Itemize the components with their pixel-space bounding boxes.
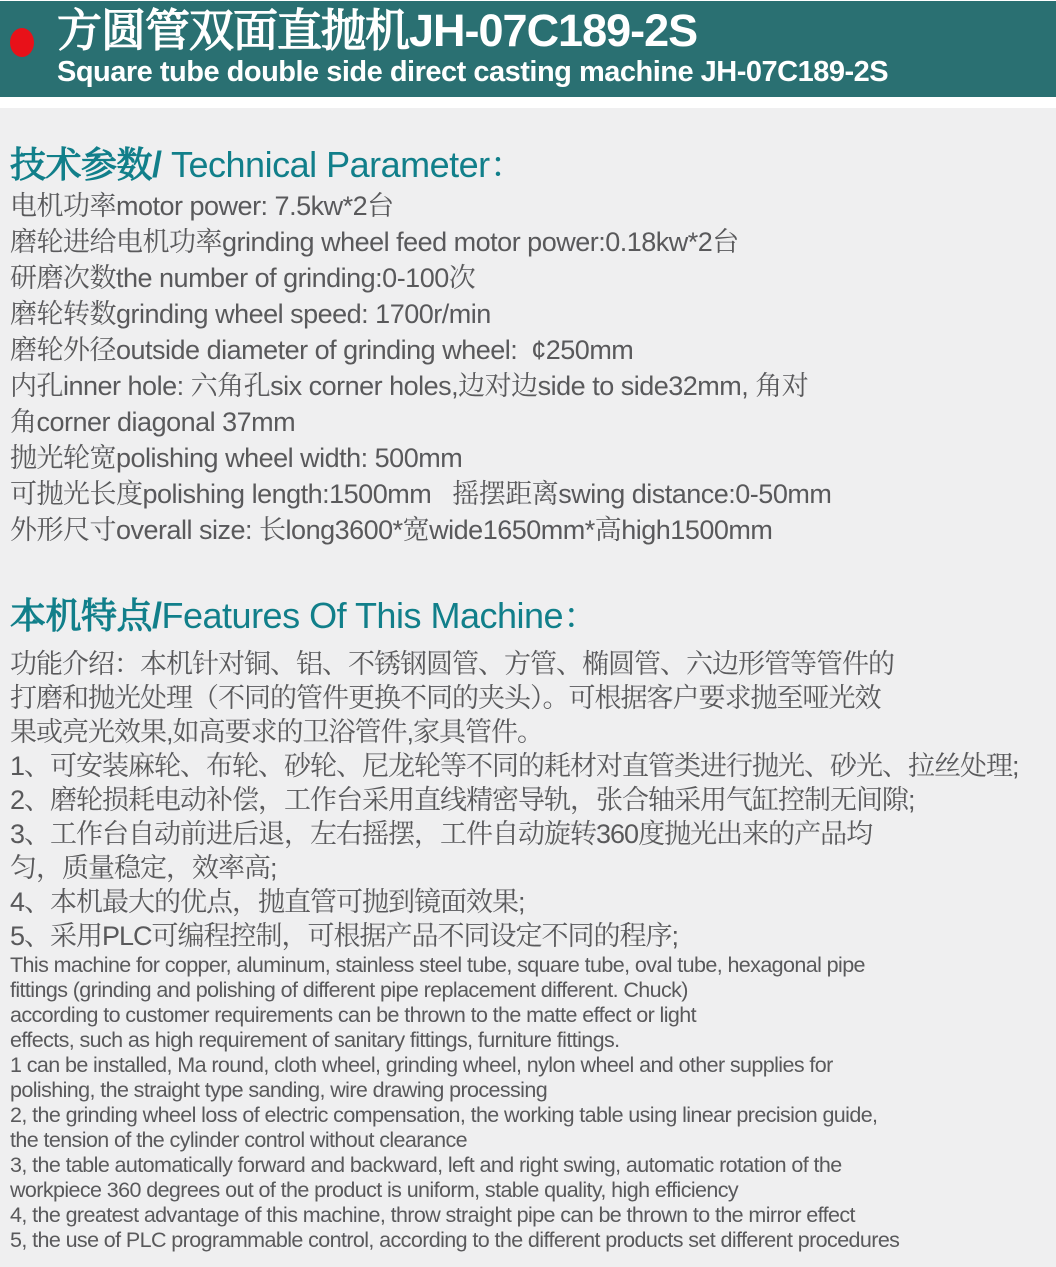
tech-param-line: 磨轮转数grinding wheel speed: 1700r/min (10, 299, 491, 329)
tech-param-line: 磨轮外径outside diameter of grinding wheel: ¢250mm (10, 335, 634, 365)
tech-params-heading-en: Technical Parameter： (161, 144, 526, 185)
feature-line-cn: 打磨和抛光处理（不同的管件更换不同的夹头）。可根据客户要求抛至哑光效 (10, 683, 881, 713)
feature-line-en: polishing, the straight type sanding, wire drawing processing (10, 1078, 548, 1102)
red-bullet-icon (10, 28, 34, 57)
features-en-list (10, 953, 1046, 1253)
feature-line-cn: 4、本机最大的优点，抛直管可抛到镜面效果; (10, 887, 525, 917)
feature-line-cn: 1、可安装麻轮、布轮、砂轮、尼龙轮等不同的耗材对直管类进行抛光、砂光、拉丝处理; (10, 751, 1019, 781)
tech-params-heading (10, 142, 1046, 188)
tech-param-line: 内孔inner hole: 六角孔six corner holes,边对边side to side32mm, 角对 (10, 371, 809, 401)
product-title-en: Square tube double side direct casting machine JH-07C189-2S (57, 56, 889, 88)
product-header (0, 1, 1056, 97)
features-heading-cn: 本机特点/ (10, 595, 162, 636)
feature-line-cn: 果或亮光效果,如高要求的卫浴管件,家具管件。 (10, 717, 544, 747)
feature-line-cn: 5、采用PLC可编程控制，可根据产品不同设定不同的程序; (10, 921, 679, 951)
tech-param-line: 抛光轮宽polishing wheel width: 500mm (10, 443, 463, 473)
tech-param-line: 磨轮进给电机功率grinding wheel feed motor power:0.18kw*2台 (10, 227, 739, 257)
feature-line-en: 2, the grinding wheel loss of electric compensation, the working table using linear precision guide, (10, 1103, 878, 1127)
header-titles (57, 1, 888, 89)
tech-param-line: 可抛光长度polishing length:1500mm 摇摆距离swing distance:0-50mm (10, 479, 832, 509)
feature-line-cn: 2、磨轮损耗电动补偿，工作台采用直线精密导轨，张合轴采用气缸控制无间隙; (10, 785, 915, 815)
feature-line-en: 4, the greatest advantage of this machine, throw straight pipe can be thrown to the mirror effect (10, 1203, 855, 1227)
tech-param-line: 角corner diagonal 37mm (10, 407, 296, 437)
feature-line-en: 5, the use of PLC programmable control, according to the different products set different procedures (10, 1228, 900, 1252)
tech-param-line: 研磨次数the number of grinding:0-100次 (10, 263, 476, 293)
feature-line-en: effects, such as high requirement of sanitary fittings, furniture fittings. (10, 1028, 620, 1052)
tech-params-heading-cn: 技术参数/ (10, 144, 162, 185)
feature-line-cn: 3、工作台自动前进后退，左右摇摆，工件自动旋转360度抛光出来的产品均 (10, 819, 873, 849)
features-heading (10, 593, 1046, 639)
feature-line-en: according to customer requirements can be thrown to the matte effect or light (10, 1003, 696, 1027)
features-heading-en: Features Of This Machine： (161, 595, 599, 636)
tech-param-line: 电机功率motor power: 7.5kw*2台 (10, 191, 394, 221)
feature-line-en: This machine for copper, aluminum, stainless steel tube, square tube, oval tube, hexagonal pipe (10, 953, 865, 977)
tech-params-list (10, 188, 1046, 548)
feature-line-en: 3, the table automatically forward and backward, left and right swing, automatic rotation of the (10, 1153, 842, 1177)
feature-line-en: the tension of the cylinder control without clearance (10, 1128, 468, 1152)
product-title-cn: 方圆管双面直抛机JH-07C189-2S (57, 5, 698, 56)
page-body (0, 108, 1056, 1267)
feature-line-en: workpiece 360 degrees out of the product is uniform, stable quality, high efficiency (10, 1178, 739, 1202)
tech-param-line: 外形尺寸overall size: 长long3600*宽wide1650mm*高high1500mm (10, 515, 773, 545)
features-cn-list (10, 647, 1046, 953)
feature-line-en: fittings (grinding and polishing of different pipe replacement different. Chuck) (10, 978, 688, 1002)
feature-line-en: 1 can be installed, Ma round, cloth wheel, grinding wheel, nylon wheel and other supplies for (10, 1053, 833, 1077)
feature-line-cn: 匀，质量稳定，效率高; (10, 853, 277, 883)
feature-line-cn: 功能介绍：本机针对铜、铝、不锈钢圆管、方管、椭圆管、六边形管等管件的 (10, 649, 894, 679)
